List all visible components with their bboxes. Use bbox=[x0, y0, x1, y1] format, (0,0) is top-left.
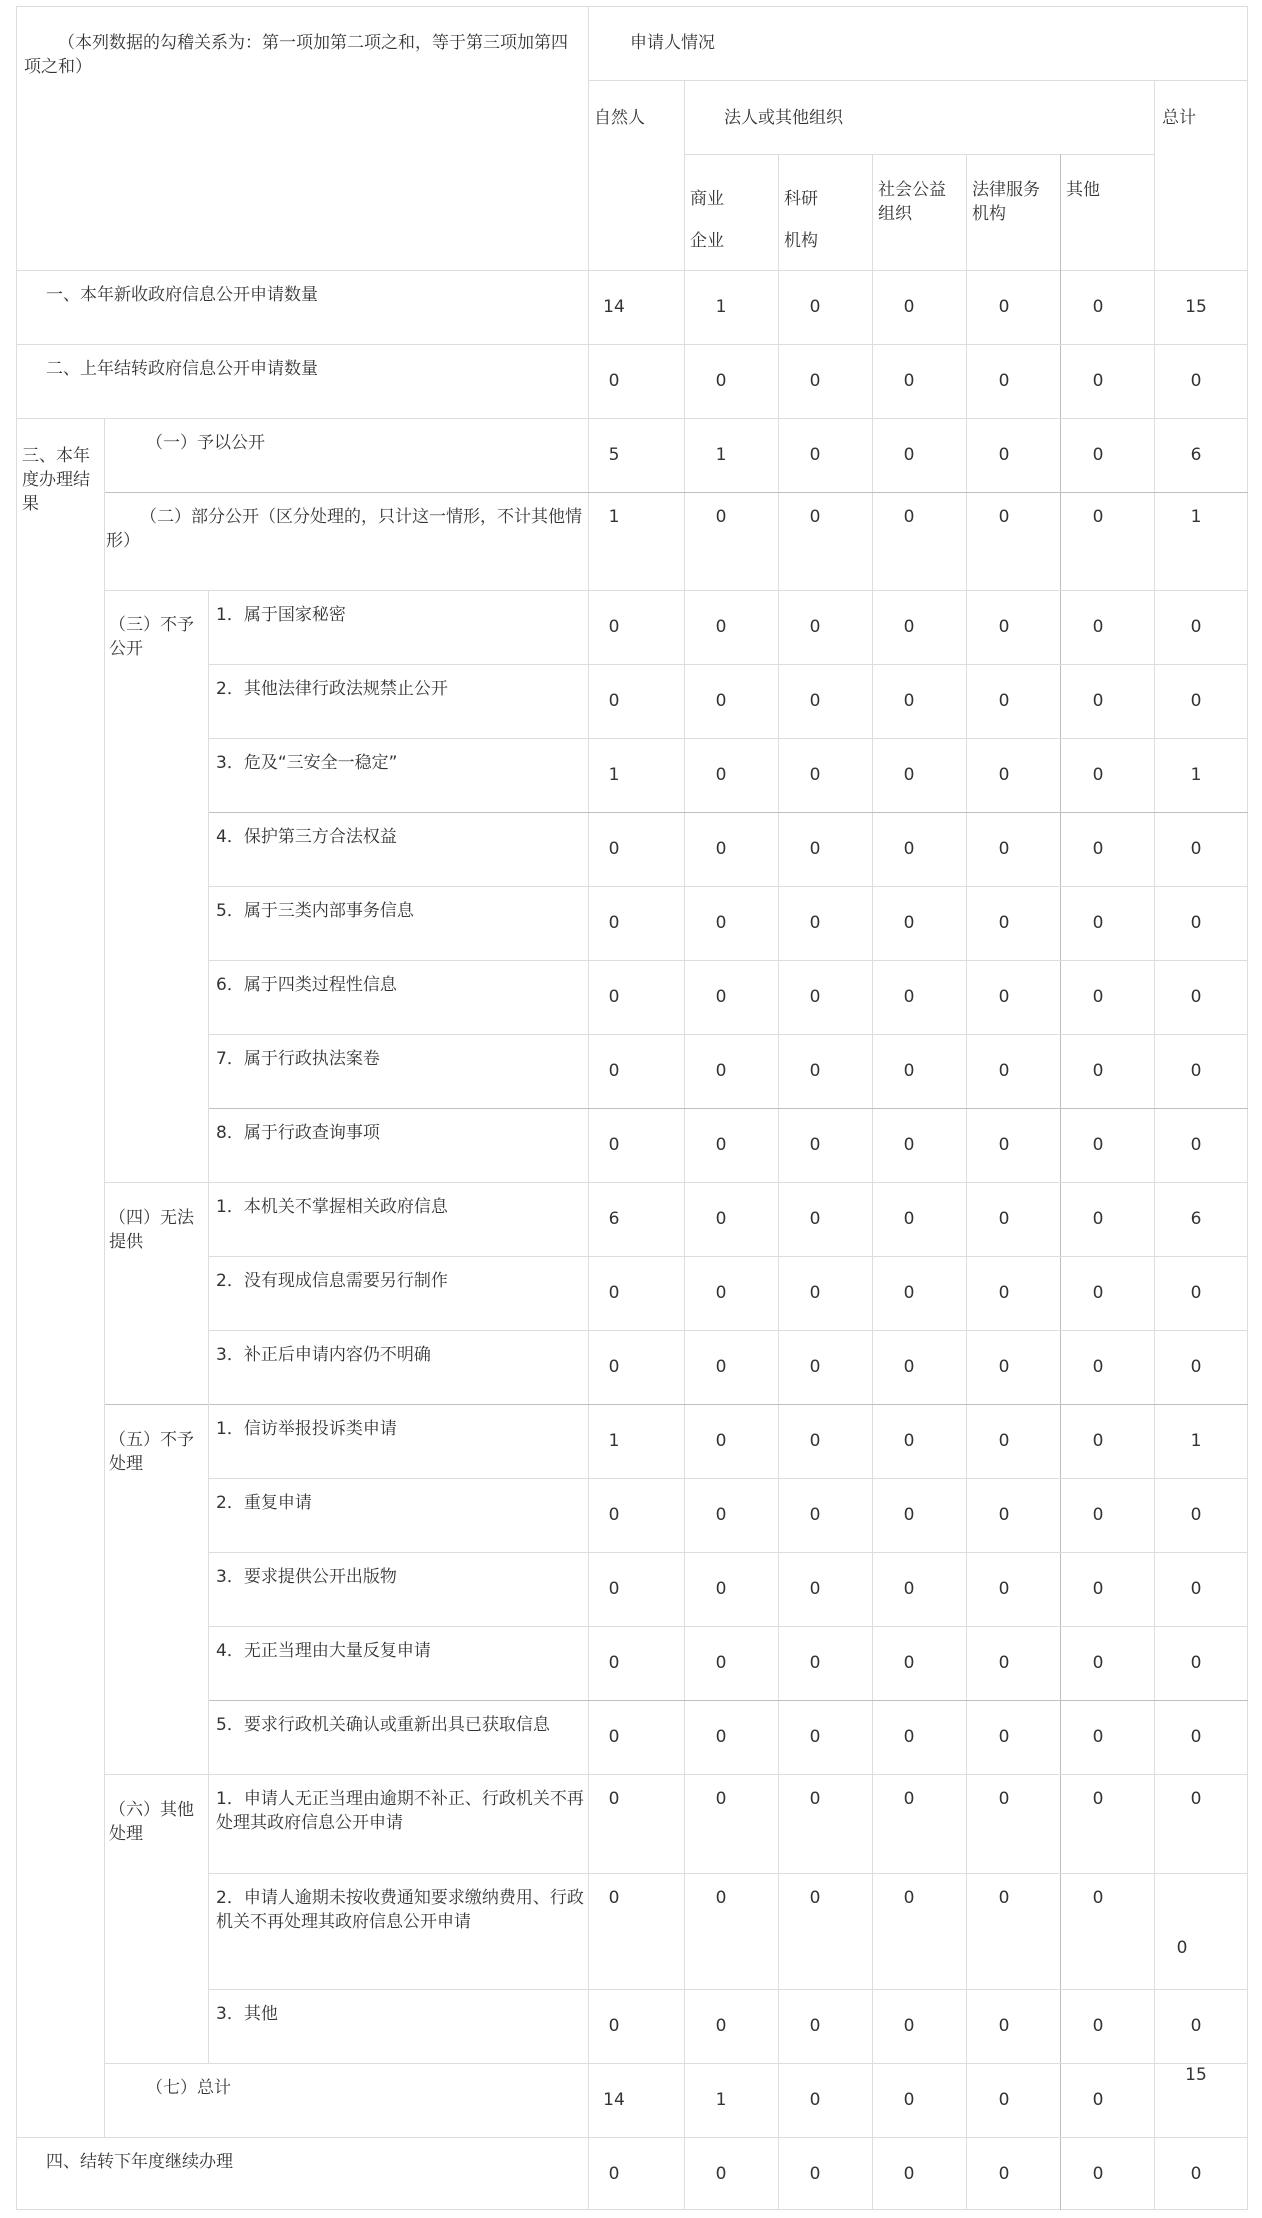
row-value: 0 bbox=[715, 371, 727, 391]
row-value: 0 bbox=[903, 987, 915, 1007]
row-value: 0 bbox=[608, 371, 620, 391]
grid-line bbox=[104, 1182, 1248, 1183]
row-value: 0 bbox=[715, 1727, 727, 1747]
statistics-table bbox=[16, 6, 1248, 2210]
row-value: 0 bbox=[608, 1789, 620, 1809]
row-value: 0 bbox=[809, 1505, 821, 1525]
row-value: 0 bbox=[715, 1888, 727, 1908]
grid-line bbox=[208, 1873, 1248, 1874]
row-value: 0 bbox=[1092, 691, 1104, 711]
row-value: 0 bbox=[1092, 507, 1104, 527]
row-label: 2．重复申请 bbox=[216, 1493, 312, 1513]
row-label: 3．其他 bbox=[216, 2004, 278, 2024]
row-value: 0 bbox=[998, 1505, 1010, 1525]
grid-line bbox=[104, 1774, 1248, 1775]
row-value: 0 bbox=[998, 691, 1010, 711]
row-value: 0 bbox=[1190, 987, 1202, 1007]
row-value: 0 bbox=[809, 297, 821, 317]
row-value: 0 bbox=[809, 987, 821, 1007]
row-value: 0 bbox=[1092, 839, 1104, 859]
row-value: 0 bbox=[998, 1888, 1010, 1908]
grid-line bbox=[1154, 80, 1155, 2210]
row-value: 0 bbox=[1190, 1135, 1202, 1155]
row-value: 0 bbox=[903, 507, 915, 527]
row-label: 1．属于国家秘密 bbox=[216, 605, 346, 625]
row-label: 7．属于行政执法案卷 bbox=[216, 1049, 380, 1069]
row-value: 0 bbox=[809, 2016, 821, 2036]
row-value: 0 bbox=[998, 1209, 1010, 1229]
row-value: 1 bbox=[608, 1431, 620, 1451]
row-value: 0 bbox=[1092, 1653, 1104, 1673]
row-value: 0 bbox=[809, 913, 821, 933]
row-value: 0 bbox=[809, 1283, 821, 1303]
row-value: 15 bbox=[1185, 297, 1207, 317]
row-value: 0 bbox=[903, 1283, 915, 1303]
row-value: 0 bbox=[1092, 987, 1104, 1007]
row-value: 0 bbox=[903, 1579, 915, 1599]
row-value: 6 bbox=[608, 1209, 620, 1229]
row-value: 0 bbox=[903, 1888, 915, 1908]
row-value: 0 bbox=[809, 2164, 821, 2184]
row-value: 0 bbox=[998, 913, 1010, 933]
row-value: 0 bbox=[809, 1789, 821, 1809]
row-value: 0 bbox=[608, 1061, 620, 1081]
grid-line bbox=[16, 270, 1248, 271]
row-value: 0 bbox=[608, 987, 620, 1007]
row-label: 1．本机关不掌握相关政府信息 bbox=[216, 1197, 448, 1217]
row-value: 0 bbox=[998, 839, 1010, 859]
row-value: 0 bbox=[1190, 1283, 1202, 1303]
header-total: 总计 bbox=[1162, 108, 1196, 128]
group-4-label: （四）无法提供 bbox=[109, 1208, 194, 1252]
row-value: 0 bbox=[1190, 1505, 1202, 1525]
row-value: 0 bbox=[1092, 2016, 1104, 2036]
row-value: 0 bbox=[608, 691, 620, 711]
row-value: 0 bbox=[903, 691, 915, 711]
row-value: 0 bbox=[608, 1135, 620, 1155]
row-value: 1 bbox=[1190, 1431, 1202, 1451]
row-value: 0 bbox=[903, 1135, 915, 1155]
row-value: 0 bbox=[715, 1579, 727, 1599]
row-value: 0 bbox=[715, 1283, 727, 1303]
grid-line bbox=[684, 80, 685, 2210]
row-label: 3．要求提供公开出版物 bbox=[216, 1567, 397, 1587]
row-value: 6 bbox=[1190, 1209, 1202, 1229]
row-value: 0 bbox=[903, 371, 915, 391]
header-public-welfare-org: 社会公益组织 bbox=[878, 180, 946, 224]
row-value: 0 bbox=[715, 1505, 727, 1525]
row-value: 0 bbox=[608, 1653, 620, 1673]
row-value: 0 bbox=[903, 765, 915, 785]
row-value: 1 bbox=[1190, 765, 1202, 785]
row-value: 0 bbox=[809, 765, 821, 785]
row-value: 0 bbox=[809, 507, 821, 527]
row-value: 0 bbox=[1190, 2016, 1202, 2036]
row-value: 0 bbox=[1092, 1209, 1104, 1229]
row-value: 0 bbox=[715, 691, 727, 711]
row-value: 0 bbox=[903, 2016, 915, 2036]
row-value: 0 bbox=[1190, 617, 1202, 637]
row-value: 0 bbox=[998, 1431, 1010, 1451]
row-value: 0 bbox=[1190, 1061, 1202, 1081]
row-value: 0 bbox=[608, 1283, 620, 1303]
row-value: 0 bbox=[809, 1653, 821, 1673]
row-label: 2．没有现成信息需要另行制作 bbox=[216, 1271, 448, 1291]
row-value: 0 bbox=[715, 1789, 727, 1809]
row-value: 0 bbox=[809, 1357, 821, 1377]
grid-line bbox=[104, 418, 105, 2137]
row-value: 1 bbox=[715, 297, 727, 317]
row-value: 0 bbox=[1092, 1135, 1104, 1155]
row-value: 0 bbox=[998, 1135, 1010, 1155]
header-research-line2: 机构 bbox=[784, 231, 818, 251]
header-research-institution bbox=[784, 178, 818, 262]
grid-line bbox=[208, 812, 1248, 813]
row-value: 0 bbox=[903, 1505, 915, 1525]
row-value: 0 bbox=[998, 445, 1010, 465]
row-value: 0 bbox=[998, 2016, 1010, 2036]
row-value: 0 bbox=[998, 1283, 1010, 1303]
row-value: 0 bbox=[903, 1789, 915, 1809]
row-value: 0 bbox=[1092, 297, 1104, 317]
grid-line bbox=[104, 590, 1248, 591]
row-label: 2．申请人逾期未按收费通知要求缴纳费用、行政机关不再处理其政府信息公开申请 bbox=[216, 1888, 584, 1932]
row-value: 0 bbox=[608, 1357, 620, 1377]
row-value: 0 bbox=[998, 987, 1010, 1007]
section-3-label: 三、本年度办理结果 bbox=[22, 446, 90, 514]
row-value: 0 bbox=[809, 1061, 821, 1081]
row-value: 0 bbox=[809, 371, 821, 391]
row-value: 0 bbox=[998, 2090, 1010, 2110]
row-value: 0 bbox=[1092, 445, 1104, 465]
row-value: 0 bbox=[903, 1727, 915, 1747]
row-label: 5．属于三类内部事务信息 bbox=[216, 901, 414, 921]
row-value: 0 bbox=[608, 913, 620, 933]
row-value: 1 bbox=[715, 445, 727, 465]
grid-line bbox=[208, 1700, 1248, 1701]
grid-line bbox=[588, 80, 1248, 81]
header-legal-or-other-org: 法人或其他组织 bbox=[724, 108, 843, 128]
row-label: （七）总计 bbox=[146, 2078, 231, 2098]
row-label: 3．补正后申请内容仍不明确 bbox=[216, 1345, 431, 1365]
row-value: 0 bbox=[998, 371, 1010, 391]
row-value: 0 bbox=[809, 2090, 821, 2110]
row-value: 0 bbox=[1092, 765, 1104, 785]
row-value: 0 bbox=[1190, 913, 1202, 933]
row-value: 0 bbox=[715, 2164, 727, 2184]
group-5-label: （五）不予处理 bbox=[109, 1430, 194, 1474]
row-label: （一）予以公开 bbox=[146, 433, 265, 453]
row-value: 14 bbox=[603, 297, 625, 317]
row-value: 6 bbox=[1190, 445, 1202, 465]
row-label: 2．其他法律行政法规禁止公开 bbox=[216, 679, 448, 699]
grid-line bbox=[208, 1626, 1248, 1627]
row-value: 0 bbox=[809, 691, 821, 711]
row-value: 0 bbox=[715, 617, 727, 637]
row-value: 1 bbox=[1190, 507, 1202, 527]
row-value: 0 bbox=[1092, 617, 1104, 637]
row-value: 0 bbox=[1176, 1938, 1188, 1958]
row-value: 0 bbox=[903, 1653, 915, 1673]
row-value: 0 bbox=[1092, 1283, 1104, 1303]
row-value: 0 bbox=[1190, 1357, 1202, 1377]
grid-line bbox=[208, 960, 1248, 961]
row-value: 0 bbox=[998, 765, 1010, 785]
row-value: 0 bbox=[809, 1209, 821, 1229]
row-value: 0 bbox=[998, 1653, 1010, 1673]
row-value: 0 bbox=[809, 1888, 821, 1908]
row-label: 3．危及“三安全一稳定” bbox=[216, 753, 398, 773]
row-value: 0 bbox=[715, 1431, 727, 1451]
row-label: 8．属于行政查询事项 bbox=[216, 1123, 380, 1143]
grid-line bbox=[208, 886, 1248, 887]
row-value: 0 bbox=[809, 839, 821, 859]
row-value: 0 bbox=[1092, 913, 1104, 933]
row-value: 0 bbox=[1190, 839, 1202, 859]
row-value: 0 bbox=[998, 1579, 1010, 1599]
header-research-line1: 科研 bbox=[784, 189, 818, 209]
row-value: 0 bbox=[715, 1209, 727, 1229]
row-label: 4．无正当理由大量反复申请 bbox=[216, 1641, 431, 1661]
row-value: 0 bbox=[715, 1135, 727, 1155]
header-commercial-enterprise bbox=[690, 178, 724, 262]
row-value: 0 bbox=[1190, 2164, 1202, 2184]
row-value: 0 bbox=[903, 297, 915, 317]
row-value: 0 bbox=[809, 1579, 821, 1599]
grid-line bbox=[208, 1330, 1248, 1331]
row-label: 一、本年新收政府信息公开申请数量 bbox=[46, 285, 318, 305]
row-label: 5．要求行政机关确认或重新出具已获取信息 bbox=[216, 1715, 550, 1735]
row-label: 二、上年结转政府信息公开申请数量 bbox=[46, 359, 318, 379]
grid-line bbox=[208, 1034, 1248, 1035]
row-value: 0 bbox=[608, 1727, 620, 1747]
row-value: 0 bbox=[715, 1653, 727, 1673]
row-value: 0 bbox=[715, 507, 727, 527]
row-value: 0 bbox=[903, 913, 915, 933]
header-commercial-line2: 企业 bbox=[690, 231, 724, 251]
row-value: 0 bbox=[903, 2090, 915, 2110]
row-value: 0 bbox=[998, 1357, 1010, 1377]
row-value: 0 bbox=[998, 1789, 1010, 1809]
row-value: 0 bbox=[715, 913, 727, 933]
row-label: 6．属于四类过程性信息 bbox=[216, 975, 397, 995]
grid-line bbox=[16, 6, 17, 2210]
row-value: 0 bbox=[903, 2164, 915, 2184]
row-value: 0 bbox=[1190, 1579, 1202, 1599]
row-value: 0 bbox=[998, 617, 1010, 637]
row-value: 0 bbox=[1092, 1727, 1104, 1747]
row-value: 0 bbox=[608, 617, 620, 637]
row-value: 0 bbox=[1190, 1653, 1202, 1673]
row-value: 0 bbox=[1190, 1789, 1202, 1809]
row-value: 0 bbox=[608, 2016, 620, 2036]
row-value: 0 bbox=[1092, 1789, 1104, 1809]
row-value: 0 bbox=[809, 1727, 821, 1747]
row-value: 0 bbox=[998, 1727, 1010, 1747]
row-label: 4．保护第三方合法权益 bbox=[216, 827, 397, 847]
grid-line bbox=[208, 1989, 1248, 1990]
grid-line bbox=[16, 2137, 1248, 2138]
grid-line bbox=[208, 1256, 1248, 1257]
row-value: 0 bbox=[998, 2164, 1010, 2184]
grid-line bbox=[104, 1404, 1248, 1405]
row-value: 5 bbox=[608, 445, 620, 465]
grid-line bbox=[208, 664, 1248, 665]
row-value: 0 bbox=[903, 1061, 915, 1081]
row-value: 0 bbox=[1092, 2090, 1104, 2110]
row-value: 0 bbox=[1190, 371, 1202, 391]
row-label: 1．信访举报投诉类申请 bbox=[216, 1419, 397, 1439]
header-note: （本列数据的勾稽关系为：第一项加第二项之和，等于第三项加第四项之和） bbox=[24, 33, 568, 77]
row-value: 0 bbox=[608, 1579, 620, 1599]
row-value: 14 bbox=[603, 2090, 625, 2110]
row-value: 0 bbox=[903, 445, 915, 465]
grid-line bbox=[208, 1108, 1248, 1109]
row-value: 0 bbox=[1190, 691, 1202, 711]
row-value: 0 bbox=[809, 617, 821, 637]
row-value: 0 bbox=[715, 765, 727, 785]
row-value: 0 bbox=[715, 987, 727, 1007]
row-value: 0 bbox=[1092, 1357, 1104, 1377]
grid-line bbox=[104, 492, 1248, 493]
header-legal-service-org: 法律服务机构 bbox=[972, 180, 1040, 224]
row-value: 0 bbox=[903, 1431, 915, 1451]
row-value: 0 bbox=[608, 2164, 620, 2184]
row-value: 1 bbox=[608, 765, 620, 785]
header-natural-person: 自然人 bbox=[594, 108, 645, 128]
row-value: 0 bbox=[608, 1505, 620, 1525]
grid-line bbox=[16, 344, 1248, 345]
grid-line bbox=[16, 2209, 1248, 2210]
row-value: 0 bbox=[1092, 1888, 1104, 1908]
row-value: 0 bbox=[715, 2016, 727, 2036]
row-value: 0 bbox=[1190, 1727, 1202, 1747]
row-value: 0 bbox=[608, 1888, 620, 1908]
grid-line bbox=[208, 738, 1248, 739]
row-value: 0 bbox=[715, 839, 727, 859]
row-value: 0 bbox=[903, 1209, 915, 1229]
row-value: 0 bbox=[1092, 371, 1104, 391]
row-value: 0 bbox=[715, 1357, 727, 1377]
grid-line bbox=[208, 1552, 1248, 1553]
row-value: 0 bbox=[608, 839, 620, 859]
header-commercial-line1: 商业 bbox=[690, 189, 724, 209]
row-value: 0 bbox=[903, 1357, 915, 1377]
row-value: 0 bbox=[1092, 1061, 1104, 1081]
header-other: 其他 bbox=[1066, 180, 1100, 200]
row-value: 0 bbox=[1092, 1505, 1104, 1525]
row-label: （二）部分公开（区分处理的，只计这一情形，不计其他情形） bbox=[106, 507, 582, 551]
grid-line bbox=[16, 6, 1248, 7]
group-6-label: （六）其他处理 bbox=[109, 1800, 194, 1844]
row-value: 0 bbox=[1092, 1579, 1104, 1599]
grid-line bbox=[684, 154, 1154, 155]
row-value: 0 bbox=[809, 445, 821, 465]
row-value: 0 bbox=[998, 1061, 1010, 1081]
grid-line bbox=[208, 1478, 1248, 1479]
grid-line bbox=[16, 418, 1248, 419]
row-value: 0 bbox=[998, 507, 1010, 527]
row-label: 1．申请人无正当理由逾期不补正、行政机关不再处理其政府信息公开申请 bbox=[216, 1789, 584, 1833]
row-value: 0 bbox=[903, 839, 915, 859]
grid-line bbox=[104, 2063, 1248, 2064]
row-value: 1 bbox=[715, 2090, 727, 2110]
row-value: 0 bbox=[1092, 1431, 1104, 1451]
row-value: 0 bbox=[903, 617, 915, 637]
group-3-label: （三）不予公开 bbox=[109, 615, 194, 659]
row-label: 四、结转下年度继续办理 bbox=[46, 2152, 233, 2172]
row-value: 0 bbox=[809, 1431, 821, 1451]
row-value: 15 bbox=[1185, 2065, 1207, 2085]
row-value: 0 bbox=[998, 297, 1010, 317]
row-value: 0 bbox=[715, 1061, 727, 1081]
row-value: 0 bbox=[1092, 2164, 1104, 2184]
row-value: 1 bbox=[608, 507, 620, 527]
header-applicant-situation: 申请人情况 bbox=[630, 33, 715, 53]
row-value: 0 bbox=[809, 1135, 821, 1155]
